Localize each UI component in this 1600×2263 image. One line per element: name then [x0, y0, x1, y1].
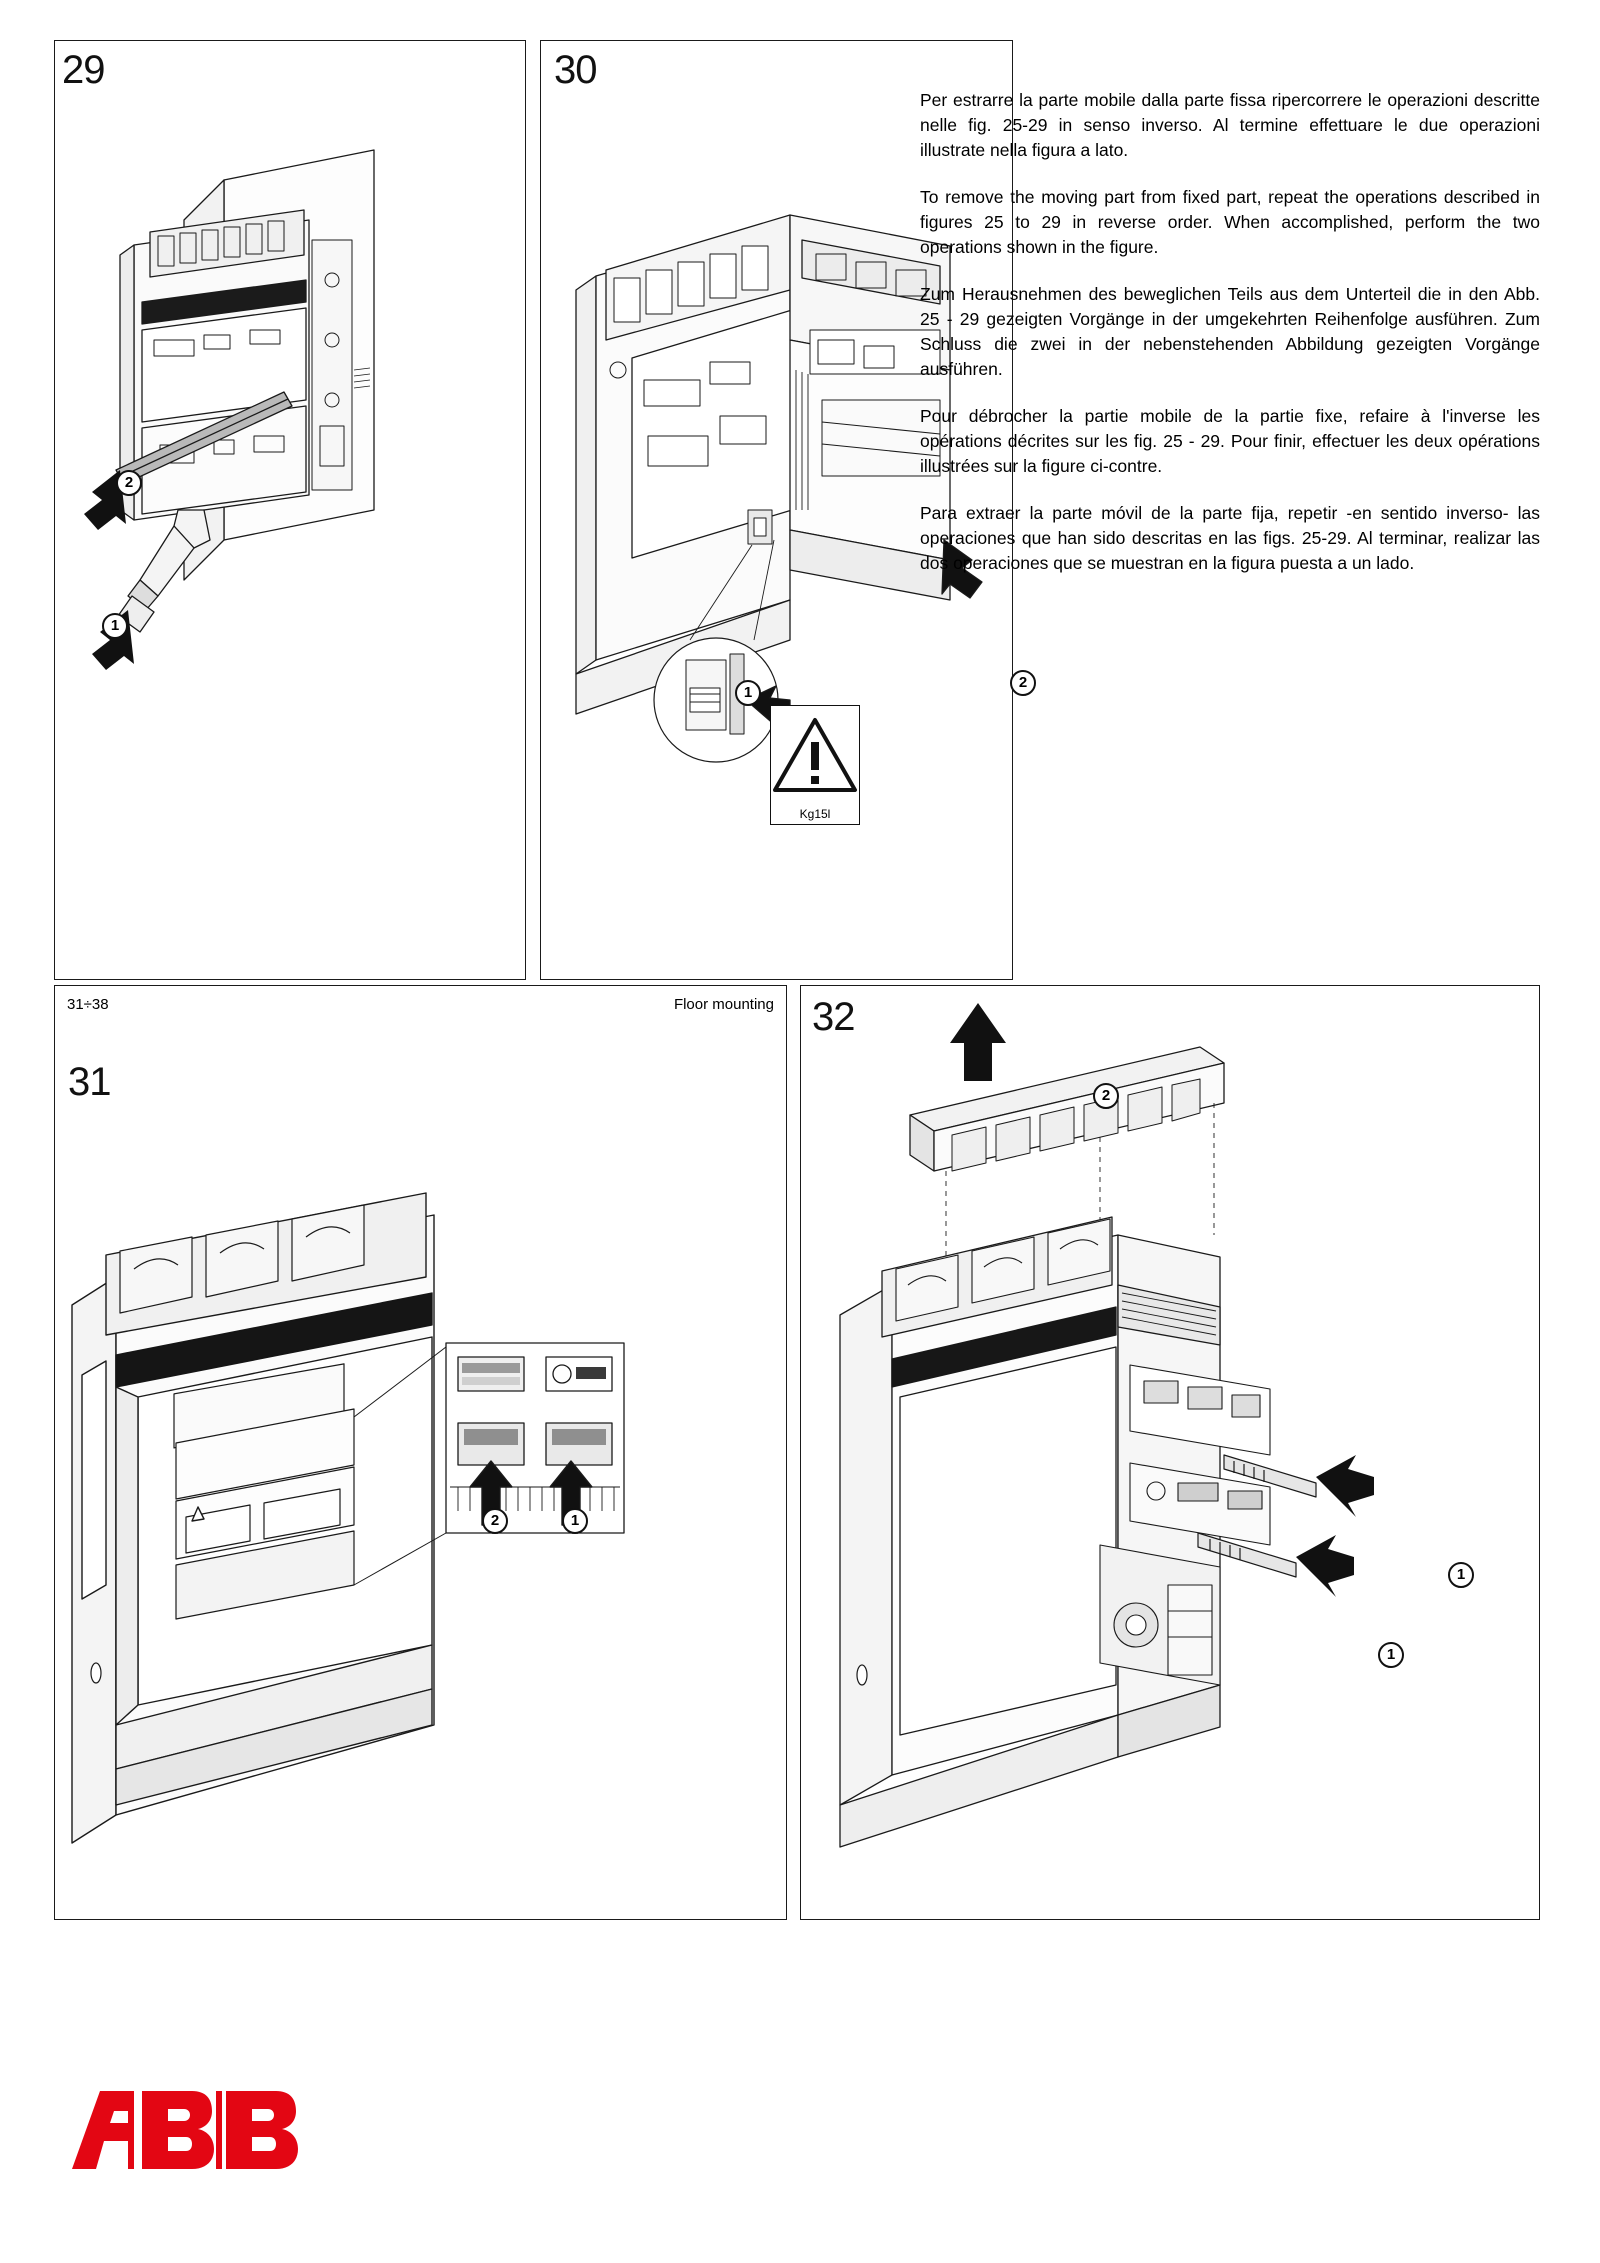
- callout-bubble-2-fig30: 2: [1010, 670, 1036, 696]
- instruction-es-text: Para extraer la parte móvil de la parte fija, repetir -en sentido inverso- las operaciones que han sido descritas en las figs. 25-29. Al terminar, realizar las dos operaciones que se muestran en la figura puesta a un lado.: [920, 503, 1540, 573]
- figure-number-32: 32: [812, 995, 855, 1039]
- arrow-up-2: [950, 1003, 1006, 1081]
- instruction-en-text: To remove the moving part from fixed part, repeat the operations described in figures 25 to 29 in reverse order. When accomplished, perform the two operations shown in the figure.: [920, 187, 1540, 257]
- figure-number-30: 30: [554, 48, 597, 92]
- callout-bubble-1b-fig32: 1: [1378, 1642, 1404, 1668]
- callout-bubble-2-fig29: 2: [116, 470, 142, 496]
- section-range: 31÷38: [67, 996, 109, 1013]
- callout-bubble-1-fig31: 1: [562, 1508, 588, 1534]
- callout-bubble-1a-fig32: 1: [1448, 1562, 1474, 1588]
- arrow-1-upper: [1316, 1455, 1374, 1517]
- abb-logo: [66, 2085, 296, 2181]
- callout-bubble-1-fig30: 1: [735, 680, 761, 706]
- warning-sign: [770, 705, 860, 825]
- callout-bubble-2-fig32: 2: [1093, 1083, 1119, 1109]
- instruction-es: [920, 501, 1540, 576]
- callout-bubble-2-fig31: 2: [482, 1508, 508, 1534]
- figure-number-29: 29: [62, 48, 105, 92]
- arrow-1-lower: [1296, 1535, 1354, 1597]
- instruction-en: [920, 185, 1540, 260]
- instruction-it: [920, 88, 1540, 163]
- instructions-block: [920, 88, 1540, 598]
- instruction-de: [920, 282, 1540, 382]
- section-title: Floor mounting: [673, 996, 774, 1013]
- instruction-de-text: Zum Herausnehmen des beweglichen Teils aus dem Unterteil die in den Abb. 25 - 29 gezeigten Vorgänge in der umgekehrten Reihenfolge ausführen. Zum Schluss die zwei in der nebenstehenden Abbildung gezeigten Vorgänge ausführen.: [920, 284, 1540, 379]
- figure-29-drawing: [54, 40, 526, 980]
- figure-32-drawing: [800, 985, 1540, 1920]
- figure-number-31: 31: [68, 1060, 111, 1104]
- instruction-it-text: Per estrarre la parte mobile dalla parte fissa ripercorrere le operazioni descritte nelle fig. 25-29 in senso inverso. Al termine effettuare le due operazioni illustrate nella figura a lato.: [920, 90, 1540, 160]
- figure-31-drawing: [54, 1025, 787, 1920]
- instruction-fr-text: Pour débrocher la partie mobile de la partie fixe, refaire à l'inverse les opérations décrites sur les fig. 25 - 29. Pour finir, effectuer les deux opérations illustrées sur la figure ci-contre.: [920, 406, 1540, 476]
- instruction-fr: [920, 404, 1540, 479]
- callout-bubble-1-fig29: 1: [102, 613, 128, 639]
- section-header-strip: [54, 985, 787, 1025]
- warning-label: Kg15l: [799, 807, 831, 821]
